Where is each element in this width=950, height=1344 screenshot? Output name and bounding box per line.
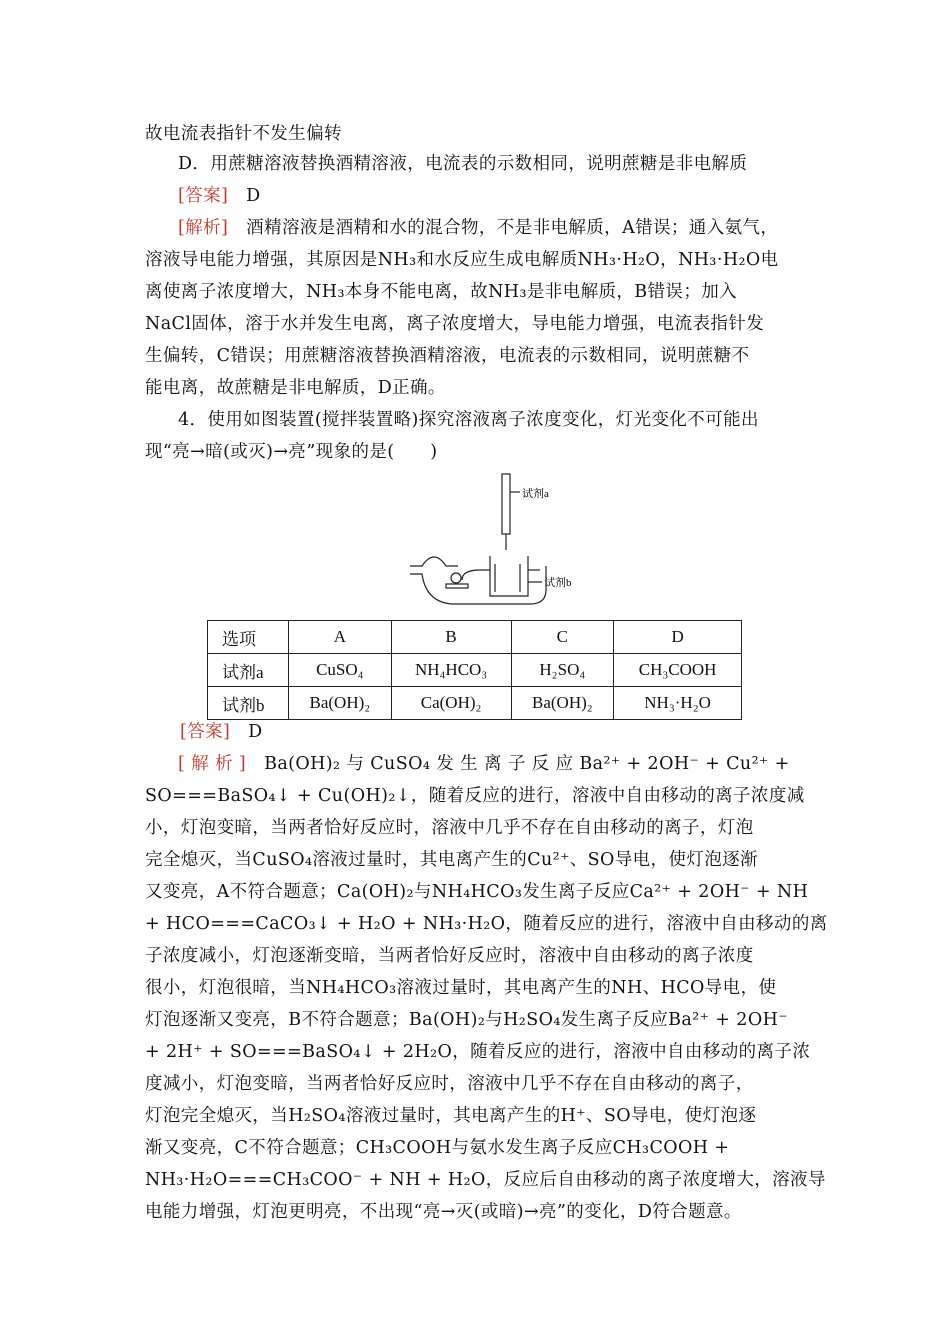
text-line: 小，灯泡变暗，当两者恰好反应时，溶液中几乎不存在自由移动的离子，灯泡 — [145, 818, 754, 838]
text-line: 溶液导电能力增强，其原因是NH₃和水反应生成电解质NH₃·H₂O，NH₃·H₂O电 — [145, 250, 779, 270]
answer-tag-2: [答案] — [180, 722, 231, 742]
text-line: 生偏转，C错误；用蔗糖溶液替换酒精溶液，电流表的示数相同，说明蔗糖不 — [145, 346, 750, 366]
answer-line-2 — [180, 716, 842, 748]
text-line: 很小，灯泡很暗，当NH₄HCO₃溶液过量时，其电离产生的NH、HCO导电，使 — [145, 978, 777, 998]
answer-line — [178, 180, 807, 212]
table-cell: Ca(OH)₂ — [391, 687, 511, 720]
question-line: 4．使用如图装置(搅拌装置略)探究溶液离子浓度变化，灯光变化不可能出 — [178, 410, 759, 430]
table-cell: 选项 — [208, 621, 289, 654]
text-line: 灯泡逐渐又变亮，B不符合题意；Ba(OH)₂与H₂SO₄发生离子反应Ba²⁺ + 2OH⁻ — [145, 1010, 788, 1030]
table-cell: Ba(OH)₂ — [511, 687, 614, 720]
text-line: 能电离，故蔗糖是非电解质，D正确。 — [145, 378, 446, 398]
text-line: 渐又变亮，C不符合题意；CH₃COOH与氨水发生离子反应CH₃COOH + — [145, 1138, 730, 1158]
text-line: + HCO===CaCO₃↓ + H₂O + NH₃·H₂O，随着反应的进行，溶液中自由移动的离 — [145, 914, 828, 934]
answer-tag: [答案] — [178, 186, 229, 206]
text-line: 度减小，灯泡变暗，当两者恰好反应时，溶液中几乎不存在自由移动的离子， — [145, 1074, 754, 1094]
table-cell: 试剂a — [208, 654, 289, 687]
text-line: 故电流表指针不发生偏转 — [145, 124, 342, 144]
text-line: 灯泡完全熄灭，当H₂SO₄溶液过量时，其电离产生的H⁺、SO导电，使灯泡逐 — [145, 1106, 757, 1126]
analysis-text: Ba(OH)₂ 与 CuSO₄ 发 生 离 子 反 应 Ba²⁺ + 2OH⁻ + Cu²⁺ + — [264, 754, 790, 774]
text-line: + 2H⁺ + SO===BaSO₄↓ + 2H₂O，随着反应的进行，溶液中自由移动的离子浓 — [145, 1042, 811, 1062]
text-line: 又变亮，A不符合题意；Ca(OH)₂与NH₄HCO₃发生离子反应Ca²⁺ + 2OH⁻ + NH — [145, 882, 809, 902]
answer-value-2: D — [248, 722, 263, 742]
text-line: 子浓度减小，灯泡逐渐变暗，当两者恰好反应时，溶液中自由移动的离子浓度 — [145, 946, 754, 966]
text-line: NH₃·H₂O===CH₃COO⁻ + NH + H₂O，反应后自由移动的离子浓度增大，溶液导 — [145, 1170, 826, 1190]
table-cell: CH₃COOH — [614, 654, 742, 687]
table-cell: CuSO₄ — [289, 654, 392, 687]
table-cell: H₂SO₄ — [511, 654, 614, 687]
apparatus-diagram — [400, 470, 590, 610]
text-line: SO===BaSO₄↓ + Cu(OH)₂↓，随着反应的进行，溶液中自由移动的离子浓度减 — [145, 786, 805, 806]
table-cell: 试剂b — [208, 687, 289, 720]
analysis-line — [178, 212, 807, 244]
text-line: 电能力增强，灯泡更明亮，不出现“亮→灭(或暗)→亮”的变化，D符合题意。 — [145, 1202, 742, 1222]
text-line: 离使离子浓度增大，NH₃本身不能电离，故NH₃是非电解质，B错误；加入 — [145, 282, 738, 302]
table-cell: A — [289, 621, 392, 654]
analysis-tag: [解析] — [178, 218, 229, 238]
table-cell: NH₄HCO₃ — [391, 654, 511, 687]
option-d-line: D．用蔗糖溶液替换酒精溶液，电流表的示数相同，说明蔗糖是非电解质 — [178, 154, 748, 174]
table-row — [208, 621, 742, 654]
analysis-tag-2: [ 解 析 ] — [178, 754, 247, 774]
table-cell: NH₃·H₂O — [614, 687, 742, 720]
reagent-a-label: 试剂a — [522, 488, 549, 500]
question-line: 现“亮→暗(或灭)→亮”现象的是( ) — [145, 442, 438, 462]
text-line: 完全熄灭，当CuSO₄溶液过量时，其电离产生的Cu²⁺、SO导电，使灯泡逐渐 — [145, 850, 758, 870]
analysis-line-2 — [178, 748, 807, 780]
table-cell: Ba(OH)₂ — [289, 687, 392, 720]
answer-value: D — [246, 186, 261, 206]
text-line: NaCl固体，溶于水并发生电离，离子浓度增大，导电能力增强，电流表指针发 — [145, 314, 765, 334]
options-table — [207, 620, 742, 720]
table-cell: B — [391, 621, 511, 654]
reagent-b-label: 试剂b — [544, 577, 572, 589]
table-row — [208, 654, 742, 687]
table-cell: C — [511, 621, 614, 654]
table-row — [208, 687, 742, 720]
table-cell: D — [614, 621, 742, 654]
analysis-text: 酒精溶液是酒精和水的混合物，不是非电解质，A错误；通入氨气， — [246, 218, 779, 238]
